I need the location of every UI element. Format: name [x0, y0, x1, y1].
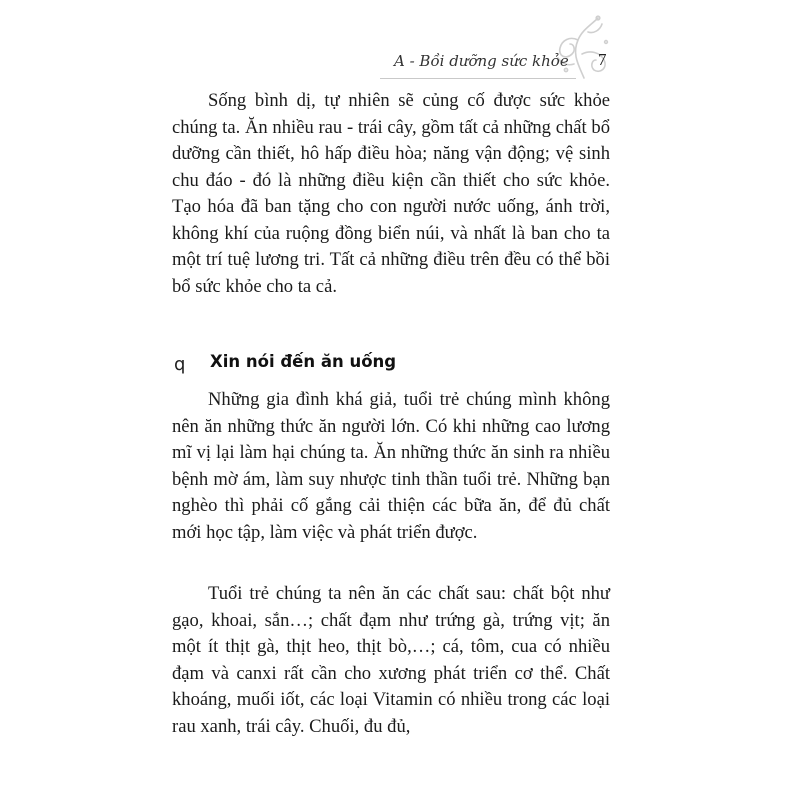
page-number: 7: [598, 50, 607, 69]
paragraph-1: [172, 88, 610, 300]
paragraph-1-text: Sống bình dị, tự nhiên sẽ củng cố được sức khỏe chúng ta. Ăn nhiều rau - trái cây, gồm tất cả những chất bổ dưỡng cần thiết, hô hấp điều hòa; năng vận động; vệ sinh chu đáo - đó là những điều kiện cần thiết cho sức khỏe. Tạo hóa đã ban tặng cho con người nước uống, ánh trời, không khí của ruộng đồng biển núi, và nhất là ban cho ta một trí tuệ lương tri. Tất cả những điều trên đều có thể bồi bổ sức khỏe cho ta cả.: [172, 90, 610, 297]
paragraph-3-text: Tuổi trẻ chúng ta nên ăn các chất sau: chất bột như gạo, khoai, sắn…; chất đạm như trứng gà, trứng vịt; ăn một ít thịt gà, thịt heo, thịt bò,…; cá, tôm, cua có nhiều đạm và canxi rất cần cho xương phát triển cơ thể. Chất khoáng, muối iốt, các loại Vitamin có nhiều trong các loại rau xanh, trái cây. Chuối, đu đủ,: [172, 583, 610, 737]
section-bullet-icon: q: [174, 354, 186, 375]
section-heading: [172, 350, 612, 380]
paragraph-2-text: Những gia đình khá giả, tuổi trẻ chúng mình không nên ăn những thức ăn người lớn. Có khi những cao lương mĩ vị lại làm hại chúng ta. Ăn những thức ăn sinh ra nhiều bệnh mờ ám, làm suy nhược tinh thần tuổi trẻ. Những bạn nghèo thì phải cố gắng cải thiện các bữa ăn, để đủ chất mới học tập, làm việc và phát triển được.: [172, 389, 610, 543]
floral-ornament-icon: [548, 14, 618, 84]
paragraph-2: [172, 387, 610, 546]
header-divider: [380, 78, 576, 79]
page-header: [380, 38, 620, 88]
section-heading-text: Xin nói đến ăn uống: [210, 352, 397, 371]
paragraph-3: [172, 581, 610, 740]
running-title: A - Bồi dưỡng sức khỏe: [394, 52, 569, 70]
